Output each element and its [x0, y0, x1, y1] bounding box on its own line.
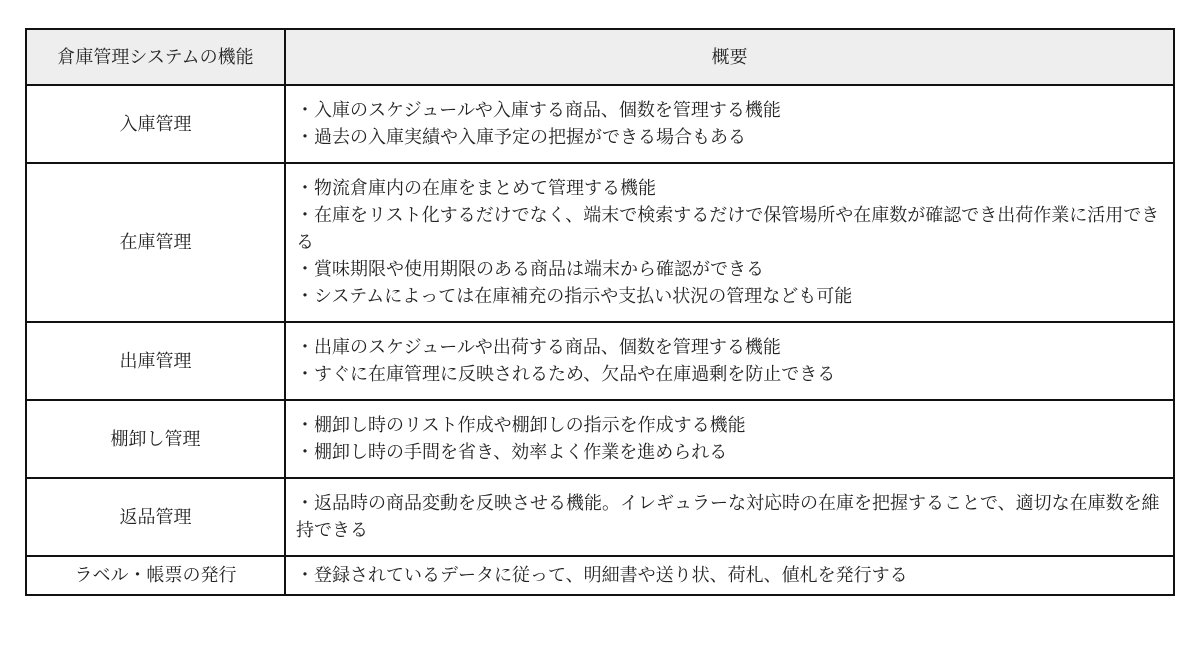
description-bullet: ・出庫のスケジュールや出荷する商品、個数を管理する機能 — [296, 337, 781, 358]
description-bullet: ・棚卸し時のリスト作成や棚卸しの指示を作成する機能 — [296, 415, 746, 436]
description-bullet: ・賞味期限や使用期限のある商品は端末から確認ができる — [296, 259, 764, 280]
function-name: 出庫管理 — [26, 322, 285, 400]
table-row — [26, 556, 1174, 595]
function-description — [285, 322, 1174, 400]
header-overview: 概要 — [285, 29, 1174, 85]
table-header-row — [26, 29, 1174, 85]
table-row — [26, 322, 1174, 400]
description-bullet: ・在庫をリスト化するだけでなく、端末で検索するだけで保管場所や在庫数が確認でき出荷作業に活用できる — [296, 205, 1160, 253]
function-name: ラベル・帳票の発行 — [26, 556, 285, 595]
description-bullet: ・登録されているデータに従って、明細書や送り状、荷札、値札を発行する — [296, 565, 908, 586]
table-row — [26, 163, 1174, 322]
function-name: 在庫管理 — [26, 163, 285, 322]
header-function: 倉庫管理システムの機能 — [26, 29, 285, 85]
function-description — [285, 478, 1174, 556]
function-description — [285, 163, 1174, 322]
function-name: 返品管理 — [26, 478, 285, 556]
function-description — [285, 85, 1174, 163]
description-bullet: ・物流倉庫内の在庫をまとめて管理する機能 — [296, 178, 656, 199]
function-description — [285, 400, 1174, 478]
function-name: 棚卸し管理 — [26, 400, 285, 478]
description-bullet: ・システムによっては在庫補充の指示や支払い状況の管理なども可能 — [296, 286, 853, 307]
description-bullet: ・入庫のスケジュールや入庫する商品、個数を管理する機能 — [296, 100, 781, 121]
function-name: 入庫管理 — [26, 85, 285, 163]
description-bullet: ・棚卸し時の手間を省き、効率よく作業を進められる — [296, 442, 728, 463]
table-row — [26, 85, 1174, 163]
function-description — [285, 556, 1174, 595]
description-bullet: ・過去の入庫実績や入庫予定の把握ができる場合もある — [296, 127, 746, 148]
description-bullet: ・返品時の商品変動を反映させる機能。イレギュラーな対応時の在庫を把握することで、適切な在庫数を維持できる — [296, 493, 1160, 541]
wms-functions-table — [25, 28, 1175, 596]
description-bullet: ・すぐに在庫管理に反映されるため、欠品や在庫過剰を防止できる — [296, 364, 836, 385]
table-row — [26, 478, 1174, 556]
table-row — [26, 400, 1174, 478]
